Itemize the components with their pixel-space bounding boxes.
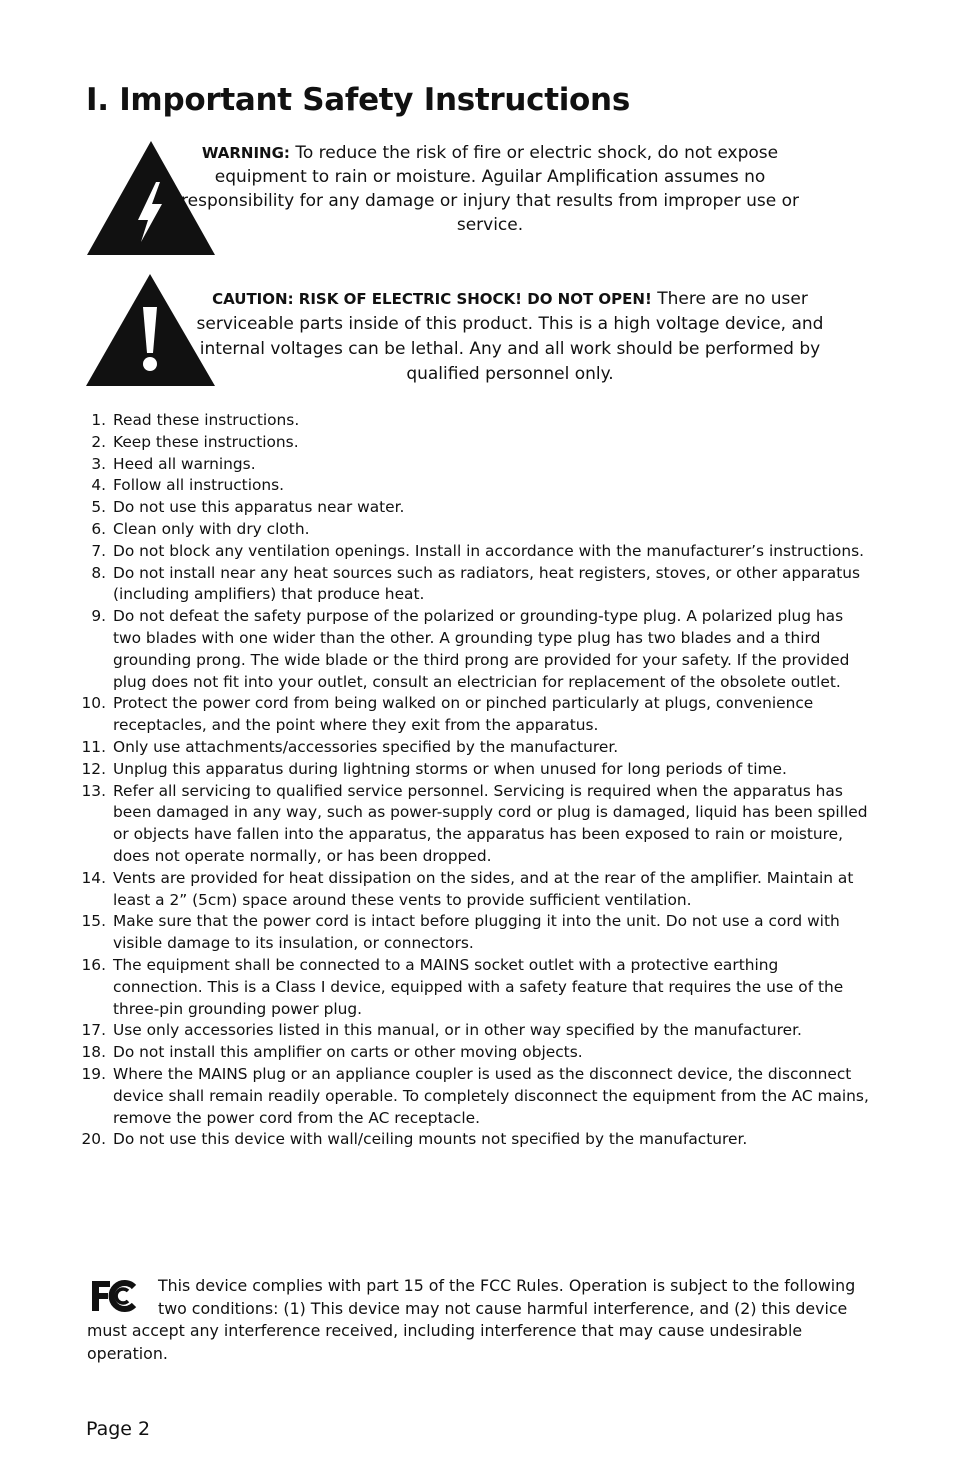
list-item bbox=[70, 454, 870, 476]
fcc-compliance-text bbox=[87, 1275, 857, 1365]
list-item-number: 11. bbox=[81, 737, 106, 756]
list-item-number: 5. bbox=[91, 498, 106, 517]
list-item-number: 1. bbox=[91, 411, 106, 429]
list-item-number: 12. bbox=[81, 759, 106, 778]
list-item bbox=[70, 432, 870, 454]
page-title: I. Important Safety Instructions bbox=[86, 82, 630, 118]
list-item-number: 6. bbox=[91, 519, 106, 538]
list-item bbox=[70, 1020, 870, 1042]
list-item-number: 15. bbox=[81, 912, 106, 931]
safety-instructions-list bbox=[70, 410, 870, 1151]
list-item-number: 9. bbox=[91, 607, 106, 626]
list-item-text: Refer all servicing to qualified service personnel. Servicing is required when the apparatus has been damaged in any way, such as power-supply cord or plug is damaged, liquid has been spilled or objects have fallen into the apparatus, the apparatus has been exposed to rain or moisture, does not operate normally, or has been dropped. bbox=[113, 781, 868, 865]
list-item-text: Do not defeat the safety purpose of the polarized or grounding-type plug. A polarized plug has two blades with one wider than the other. A grounding type plug has two blades and a third grounding prong. The wide blade or the third prong are provided for your safety. If the provided plug does not fit into your outlet, consult an electrician for replacement of the obsolete outlet. bbox=[113, 607, 850, 691]
list-item-number: 20. bbox=[81, 1130, 106, 1149]
warning-label: WARNING: bbox=[201, 144, 290, 162]
list-item bbox=[70, 955, 870, 1020]
list-item-number: 17. bbox=[81, 1021, 106, 1040]
list-item-number: 8. bbox=[91, 563, 106, 582]
caution-notice bbox=[180, 287, 840, 387]
caution-label: CAUTION: RISK OF ELECTRIC SHOCK! DO NOT OPEN! bbox=[212, 290, 652, 308]
list-item-number: 2. bbox=[91, 432, 106, 451]
warning-text: To reduce the risk of fire or electric shock, do not expose equipment to rain or moisture. Aguilar Amplification assumes no responsibility for any damage or injury that results from improper use or service. bbox=[181, 143, 799, 235]
list-item-number: 16. bbox=[81, 955, 106, 974]
list-item bbox=[70, 911, 870, 955]
list-item-text: Do not install near any heat sources such as radiators, heat registers, stoves, or other apparatus (including amplifiers) that produce heat. bbox=[113, 563, 861, 604]
fcc-text: This device complies with part 15 of the FCC Rules. Operation is subject to the following two conditions: (1) This device may not cause harmful interference, and (2) this device must accept any interference received, including interference that may cause undesirable operation. bbox=[87, 1276, 856, 1363]
list-item-text: Protect the power cord from being walked on or pinched particularly at plugs, convenience receptacles, and the point where they exit from the apparatus. bbox=[113, 694, 814, 735]
list-item bbox=[70, 497, 870, 519]
list-item bbox=[70, 519, 870, 541]
list-item-number: 14. bbox=[81, 868, 106, 887]
list-item-text: Only use attachments/accessories specified by the manufacturer. bbox=[113, 737, 619, 756]
list-item-text: Use only accessories listed in this manual, or in other way specified by the manufacturer. bbox=[113, 1021, 802, 1040]
list-item-text: Do not use this apparatus near water. bbox=[113, 498, 405, 517]
list-item-number: 3. bbox=[91, 454, 106, 473]
page-number: Page 2 bbox=[86, 1418, 151, 1440]
list-item-text: Vents are provided for heat dissipation on the sides, and at the rear of the amplifier. Maintain at least a 2” (5cm) space around these vents to provide sufficient ventilation. bbox=[113, 868, 854, 909]
list-item-number: 4. bbox=[91, 476, 106, 495]
list-item bbox=[70, 1129, 870, 1151]
warning-notice bbox=[170, 141, 810, 237]
list-item-number: 7. bbox=[91, 541, 106, 560]
list-item-text: Clean only with dry cloth. bbox=[113, 519, 310, 538]
list-item-text: Make sure that the power cord is intact before plugging it into the unit. Do not use a cord with visible damage to its insulation, or connectors. bbox=[113, 912, 840, 953]
list-item bbox=[70, 1042, 870, 1064]
list-item-number: 19. bbox=[81, 1064, 106, 1083]
list-item-text: Where the MAINS plug or an appliance coupler is used as the disconnect device, the disconnect device shall remain readily operable. To completely disconnect the equipment from the AC mains, remove the power cord from the AC receptacle. bbox=[113, 1064, 869, 1127]
list-item-text: The equipment shall be connected to a MAINS socket outlet with a protective earthing connection. This is a Class I device, equipped with a safety feature that requires the use of the three-pin grounding power plug. bbox=[113, 955, 844, 1018]
list-item-number: 18. bbox=[81, 1043, 106, 1062]
list-item bbox=[70, 693, 870, 737]
list-item-number: 13. bbox=[81, 781, 106, 800]
list-item bbox=[70, 563, 870, 607]
list-item bbox=[70, 737, 870, 759]
list-item-text: Read these instructions. bbox=[113, 411, 300, 429]
list-item bbox=[70, 475, 870, 497]
list-item bbox=[70, 606, 870, 693]
list-item-text: Do not use this device with wall/ceiling mounts not specified by the manufacturer. bbox=[113, 1130, 748, 1149]
list-item-text: Unplug this apparatus during lightning storms or when unused for long periods of time. bbox=[113, 759, 787, 778]
list-item bbox=[70, 410, 870, 432]
list-item-text: Follow all instructions. bbox=[113, 476, 285, 495]
list-item bbox=[70, 1064, 870, 1129]
list-item-text: Do not install this amplifier on carts or other moving objects. bbox=[113, 1043, 583, 1062]
list-item-text: Keep these instructions. bbox=[113, 432, 299, 451]
list-item-text: Do not block any ventilation openings. Install in accordance with the manufacturer’s instructions. bbox=[113, 541, 864, 560]
list-item-text: Heed all warnings. bbox=[113, 454, 256, 473]
list-item bbox=[70, 868, 870, 912]
list-item bbox=[70, 781, 870, 868]
caution-text: There are no user serviceable parts inside of this product. This is a high voltage device, and internal voltages can be lethal. Any and all work should be performed by qualified personnel only. bbox=[196, 289, 824, 384]
list-item-number: 10. bbox=[81, 694, 106, 713]
list-item bbox=[70, 541, 870, 563]
list-item bbox=[70, 759, 870, 781]
